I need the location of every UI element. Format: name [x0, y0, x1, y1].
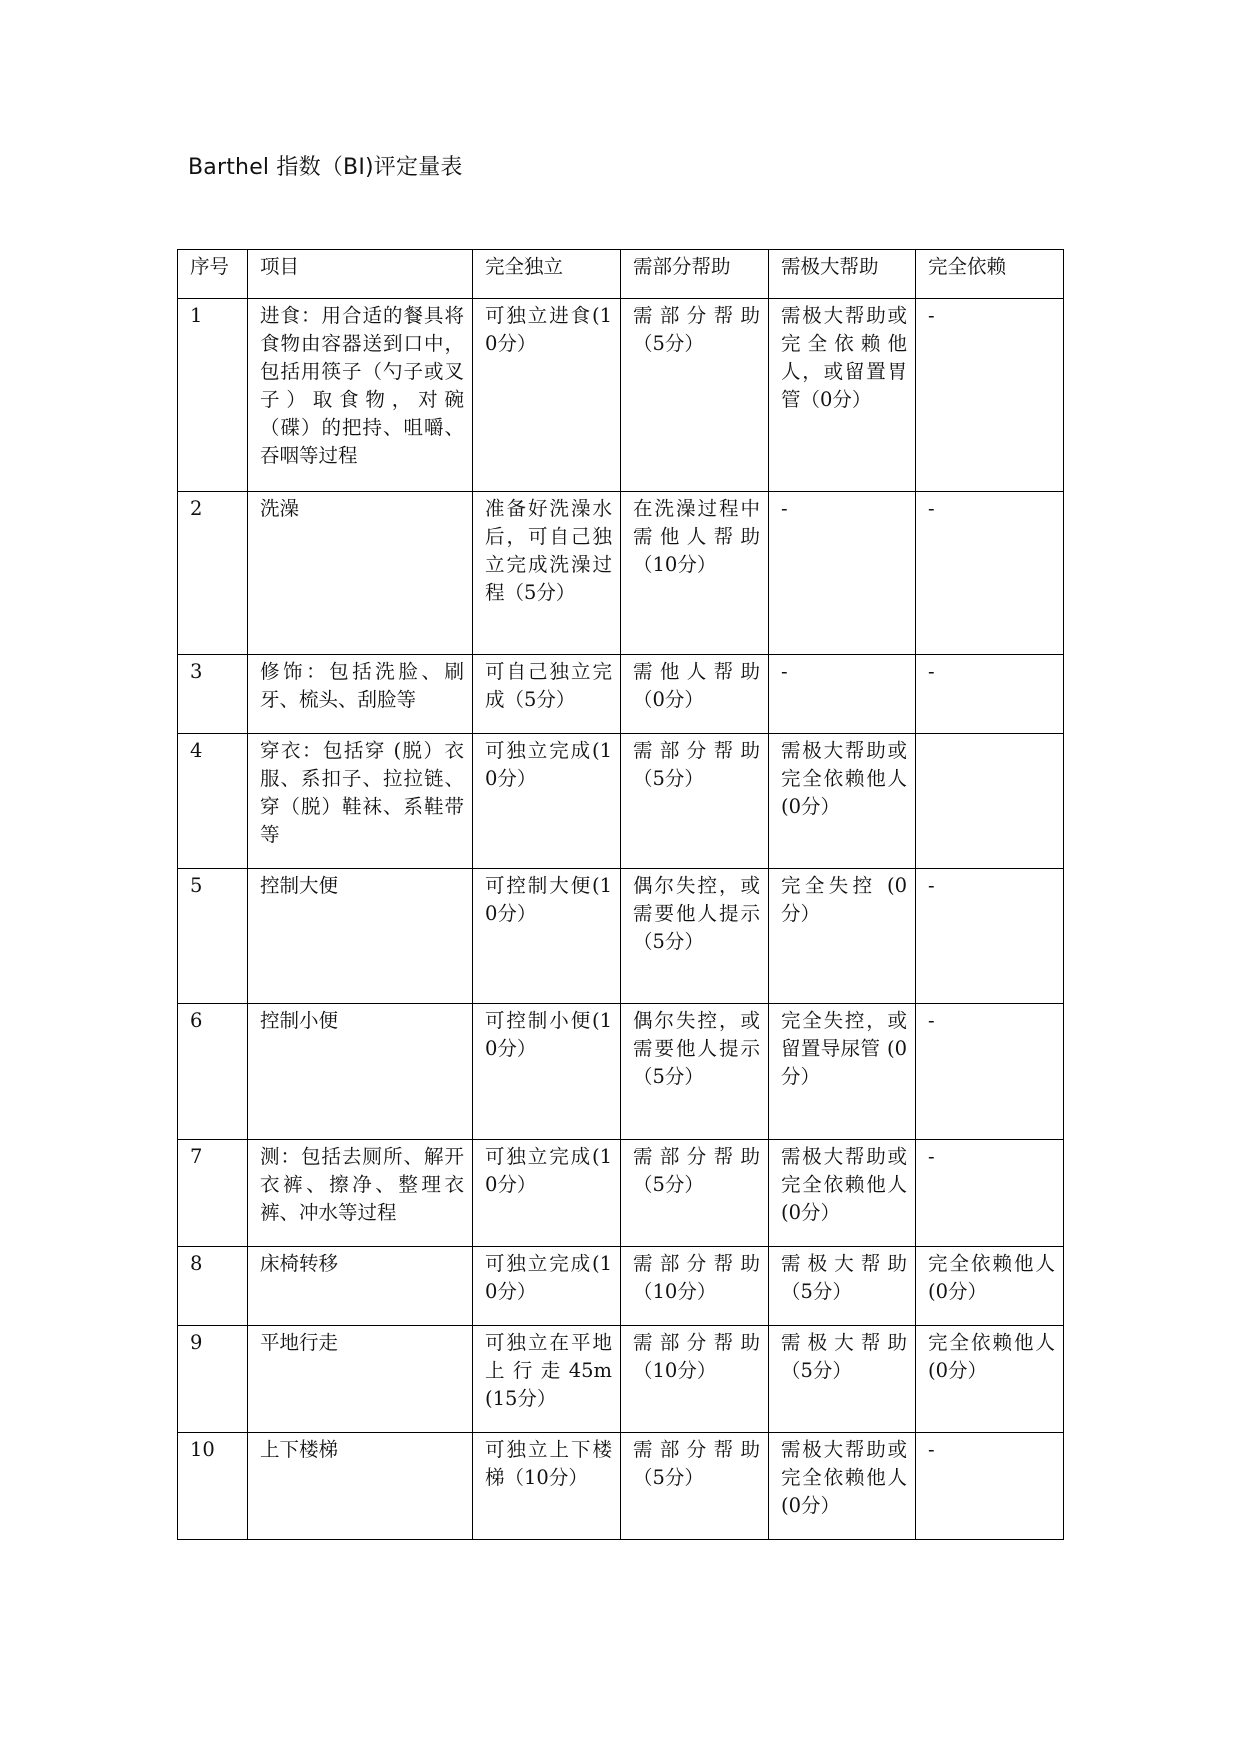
row-item: 床椅转移 [248, 1247, 473, 1326]
row-fully-dependent: 完全依赖他人(0分） [916, 1326, 1064, 1433]
row-item: 穿衣：包括穿 (脱）衣服、系扣子、拉拉链、穿（脱）鞋袜、系鞋带等 [248, 734, 473, 869]
row-major-help: 需极大帮助或完全依赖他人(0分） [769, 1433, 916, 1540]
header-cell-independent: 完全独立 [473, 250, 621, 299]
row-independent: 可独立完成(10分） [473, 1247, 621, 1326]
row-index: 4 [178, 734, 248, 869]
row-partial-help: 需他人帮助（0分） [621, 655, 769, 734]
row-partial-help: 需部分帮助（10分） [621, 1247, 769, 1326]
row-independent: 可自己独立完成（5分） [473, 655, 621, 734]
row-partial-help: 需部分帮助（5分） [621, 299, 769, 492]
header-cell-partial-help: 需部分帮助 [621, 250, 769, 299]
row-partial-help: 需部分帮助（5分） [621, 1433, 769, 1540]
document-title: Barthel 指数（BI)评定量表 [188, 155, 463, 180]
row-fully-dependent: - [916, 492, 1064, 655]
row-partial-help: 需部分帮助（10分） [621, 1326, 769, 1433]
row-fully-dependent [916, 734, 1064, 869]
table-row [178, 492, 1064, 655]
row-item: 上下楼梯 [248, 1433, 473, 1540]
row-independent: 可独立在平地上行走45m (15分） [473, 1326, 621, 1433]
row-index: 6 [178, 1004, 248, 1140]
row-fully-dependent: - [916, 655, 1064, 734]
barthel-index-table [177, 249, 1064, 1540]
row-partial-help: 需部分帮助（5分） [621, 1140, 769, 1247]
row-independent: 可独立完成(10分） [473, 734, 621, 869]
row-index: 10 [178, 1433, 248, 1540]
row-partial-help: 在洗澡过程中需他人帮助（10分） [621, 492, 769, 655]
table-header-row [178, 250, 1064, 299]
row-item: 测：包括去厕所、解开衣裤、擦净、整理衣裤、冲水等过程 [248, 1140, 473, 1247]
row-partial-help: 需部分帮助（5分） [621, 734, 769, 869]
table-row [178, 1247, 1064, 1326]
header-cell-fully-dependent: 完全依赖 [916, 250, 1064, 299]
header-cell-major-help: 需极大帮助 [769, 250, 916, 299]
row-fully-dependent: - [916, 299, 1064, 492]
row-major-help: 完全失控，或留置导尿管 (0分） [769, 1004, 916, 1140]
row-independent: 可独立进食(10分） [473, 299, 621, 492]
row-independent: 可独立上下楼梯（10分） [473, 1433, 621, 1540]
row-fully-dependent: - [916, 869, 1064, 1004]
row-index: 1 [178, 299, 248, 492]
row-major-help: - [769, 492, 916, 655]
row-fully-dependent: - [916, 1140, 1064, 1247]
row-partial-help: 偶尔失控，或需要他人提示（5分） [621, 869, 769, 1004]
table-row [178, 869, 1064, 1004]
row-item: 进食：用合适的餐具将食物由容器送到口中，包括用筷子（勺子或叉子）取食物，对碗（碟）的把持、咀嚼、吞咽等过程 [248, 299, 473, 492]
row-index: 3 [178, 655, 248, 734]
row-index: 5 [178, 869, 248, 1004]
row-major-help: - [769, 655, 916, 734]
table-row [178, 1004, 1064, 1140]
row-fully-dependent: - [916, 1004, 1064, 1140]
row-major-help: 需极大帮助（5分） [769, 1326, 916, 1433]
table-row [178, 1140, 1064, 1247]
row-partial-help: 偶尔失控，或需要他人提示（5分） [621, 1004, 769, 1140]
row-index: 8 [178, 1247, 248, 1326]
row-major-help: 完全失控 (0分） [769, 869, 916, 1004]
header-cell-item: 项目 [248, 250, 473, 299]
header-cell-index: 序号 [178, 250, 248, 299]
row-item: 修饰：包括洗脸、刷牙、梳头、刮脸等 [248, 655, 473, 734]
row-major-help: 需极大帮助（5分） [769, 1247, 916, 1326]
table-row [178, 655, 1064, 734]
table-row [178, 299, 1064, 492]
row-index: 9 [178, 1326, 248, 1433]
table-row [178, 1326, 1064, 1433]
table-row [178, 1433, 1064, 1540]
row-fully-dependent: 完全依赖他人(0分） [916, 1247, 1064, 1326]
row-independent: 可控制大便(10分） [473, 869, 621, 1004]
table-row [178, 734, 1064, 869]
row-major-help: 需极大帮助或完全依赖他人(0分） [769, 734, 916, 869]
row-major-help: 需极大帮助或完全依赖他人，或留置胃管（0分） [769, 299, 916, 492]
row-major-help: 需极大帮助或完全依赖他人(0分） [769, 1140, 916, 1247]
row-index: 7 [178, 1140, 248, 1247]
row-item: 洗澡 [248, 492, 473, 655]
row-fully-dependent: - [916, 1433, 1064, 1540]
row-independent: 可独立完成(10分） [473, 1140, 621, 1247]
row-independent: 可控制小便(10分） [473, 1004, 621, 1140]
row-index: 2 [178, 492, 248, 655]
row-item: 控制大便 [248, 869, 473, 1004]
row-item: 控制小便 [248, 1004, 473, 1140]
row-independent: 准备好洗澡水后，可自己独立完成洗澡过程（5分） [473, 492, 621, 655]
row-item: 平地行走 [248, 1326, 473, 1433]
